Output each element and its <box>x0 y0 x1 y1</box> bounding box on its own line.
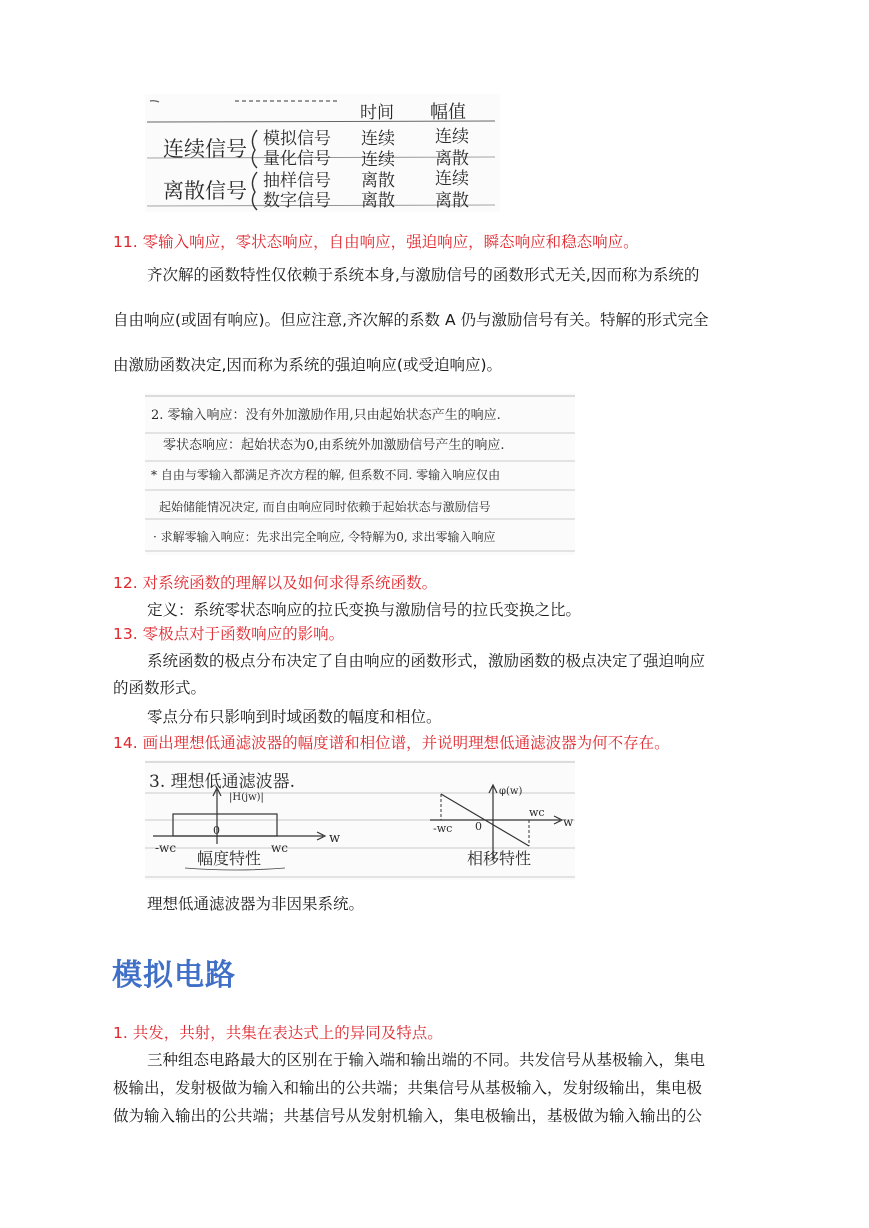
response-notes-figure <box>145 393 575 555</box>
cell-time: 离散 <box>361 191 395 211</box>
cell-time: 离散 <box>361 171 395 191</box>
notes-line: · 求解零输入响应：先求出完全响应, 令特解为0, 求出零输入响应 <box>153 530 496 544</box>
q14-heading: 14. 画出理想低通滤波器的幅度谱和相位谱，并说明理想低通滤波器为何不存在。 <box>113 734 670 752</box>
q13-heading: 13. 零极点对于函数响应的影响。 <box>113 625 345 643</box>
phase-w-axis: w <box>563 815 574 829</box>
phase-pos-cutoff: wc <box>529 806 545 819</box>
notes-line: 起始储能情况决定, 而自由响应同时依赖于起始状态与激励信号 <box>159 500 491 514</box>
q11-para-line: 自由响应(或固有响应)。但应注意,齐次解的系数 A 仍与激励信号有关。特解的形式完全 <box>113 311 709 329</box>
q11-heading: 11. 零输入响应，零状态响应，自由响应，强迫响应，瞬态响应和稳态响应。 <box>113 233 639 251</box>
header-amplitude: 幅值 <box>430 102 466 123</box>
cell-time: 连续 <box>361 150 395 170</box>
continuous-signal-label: 连续信号 <box>163 137 247 161</box>
phase-axis-label: φ(w) <box>499 786 523 797</box>
quantized-signal-label: 量化信号 <box>263 149 331 169</box>
notes-line: 2. 零输入响应：没有外加激励作用,只由起始状态产生的响应. <box>151 408 501 423</box>
phase-caption: 相移特性 <box>467 849 532 868</box>
amplitude-pos-cutoff: wc <box>271 841 288 855</box>
q11-para-line: 由激励函数决定,因而称为系统的强迫响应(或受迫响应)。 <box>113 356 503 374</box>
analog-signal-label: 模拟信号 <box>263 129 331 149</box>
header-time: 时间 <box>360 103 394 123</box>
amplitude-axis-label: |H(jw)| <box>229 792 264 803</box>
amplitude-neg-cutoff: -wc <box>155 841 177 855</box>
digital-signal-label: 数字信号 <box>263 191 331 211</box>
a1-heading: 1. 共发，共射，共集在表达式上的异同及特点。 <box>113 1024 443 1042</box>
amplitude-caption: 幅度特性 <box>197 849 262 868</box>
a1-para-line: 做为输入输出的公共端；共基信号从发射机输入，集电极输出，基极做为输入输出的公 <box>113 1107 703 1125</box>
lowpass-filter-figure <box>145 760 575 880</box>
amplitude-w-axis: w <box>329 831 341 846</box>
a1-para-line: 极输出，发射极做为输入和输出的公共端；共集信号从基极输入，发射级输出，集电极 <box>113 1079 703 1097</box>
notes-line: * 自由与零输入都满足齐次方程的解, 但系数不同. 零输入响应仅由 <box>151 468 501 482</box>
notes-line: 零状态响应：起始状态为0,由系统外加激励信号产生的响应. <box>163 438 505 453</box>
phase-origin: 0 <box>475 820 482 833</box>
phase-neg-cutoff: -wc <box>433 822 453 835</box>
signal-classification-figure <box>145 94 500 212</box>
q13-para: 零点分布只影响到时域函数的幅度和相位。 <box>147 708 442 726</box>
cell-amp: 离散 <box>435 191 469 211</box>
discrete-signal-label: 离散信号 <box>163 179 247 203</box>
section-title: 模拟电路 <box>112 958 236 993</box>
sampled-signal-label: 抽样信号 <box>263 171 331 191</box>
q12-para: 定义：系统零状态响应的拉氏变换与激励信号的拉氏变换之比。 <box>147 601 582 619</box>
q14-para: 理想低通滤波器为非因果系统。 <box>147 895 365 913</box>
a1-para-line: 三种组态电路最大的区别在于输入端和输出端的不同。共发信号从基极输入，集电 <box>147 1051 706 1069</box>
cell-amp: 连续 <box>435 169 469 189</box>
cell-amp: 离散 <box>435 149 469 169</box>
q12-heading: 12. 对系统函数的理解以及如何求得系统函数。 <box>113 574 438 592</box>
q11-para-line: 齐次解的函数特性仅依赖于系统本身,与激励信号的函数形式无关,因而称为系统的 <box>147 266 700 284</box>
filter-title: 3. 理想低通滤波器. <box>149 772 296 792</box>
amplitude-origin: 0 <box>213 824 220 837</box>
q13-para-line: 的函数形式。 <box>113 679 207 697</box>
cell-time: 连续 <box>361 129 395 149</box>
cell-amp: 连续 <box>435 127 469 147</box>
q13-para-line: 系统函数的极点分布决定了自由响应的函数形式，激励函数的极点决定了强迫响应 <box>147 652 706 670</box>
